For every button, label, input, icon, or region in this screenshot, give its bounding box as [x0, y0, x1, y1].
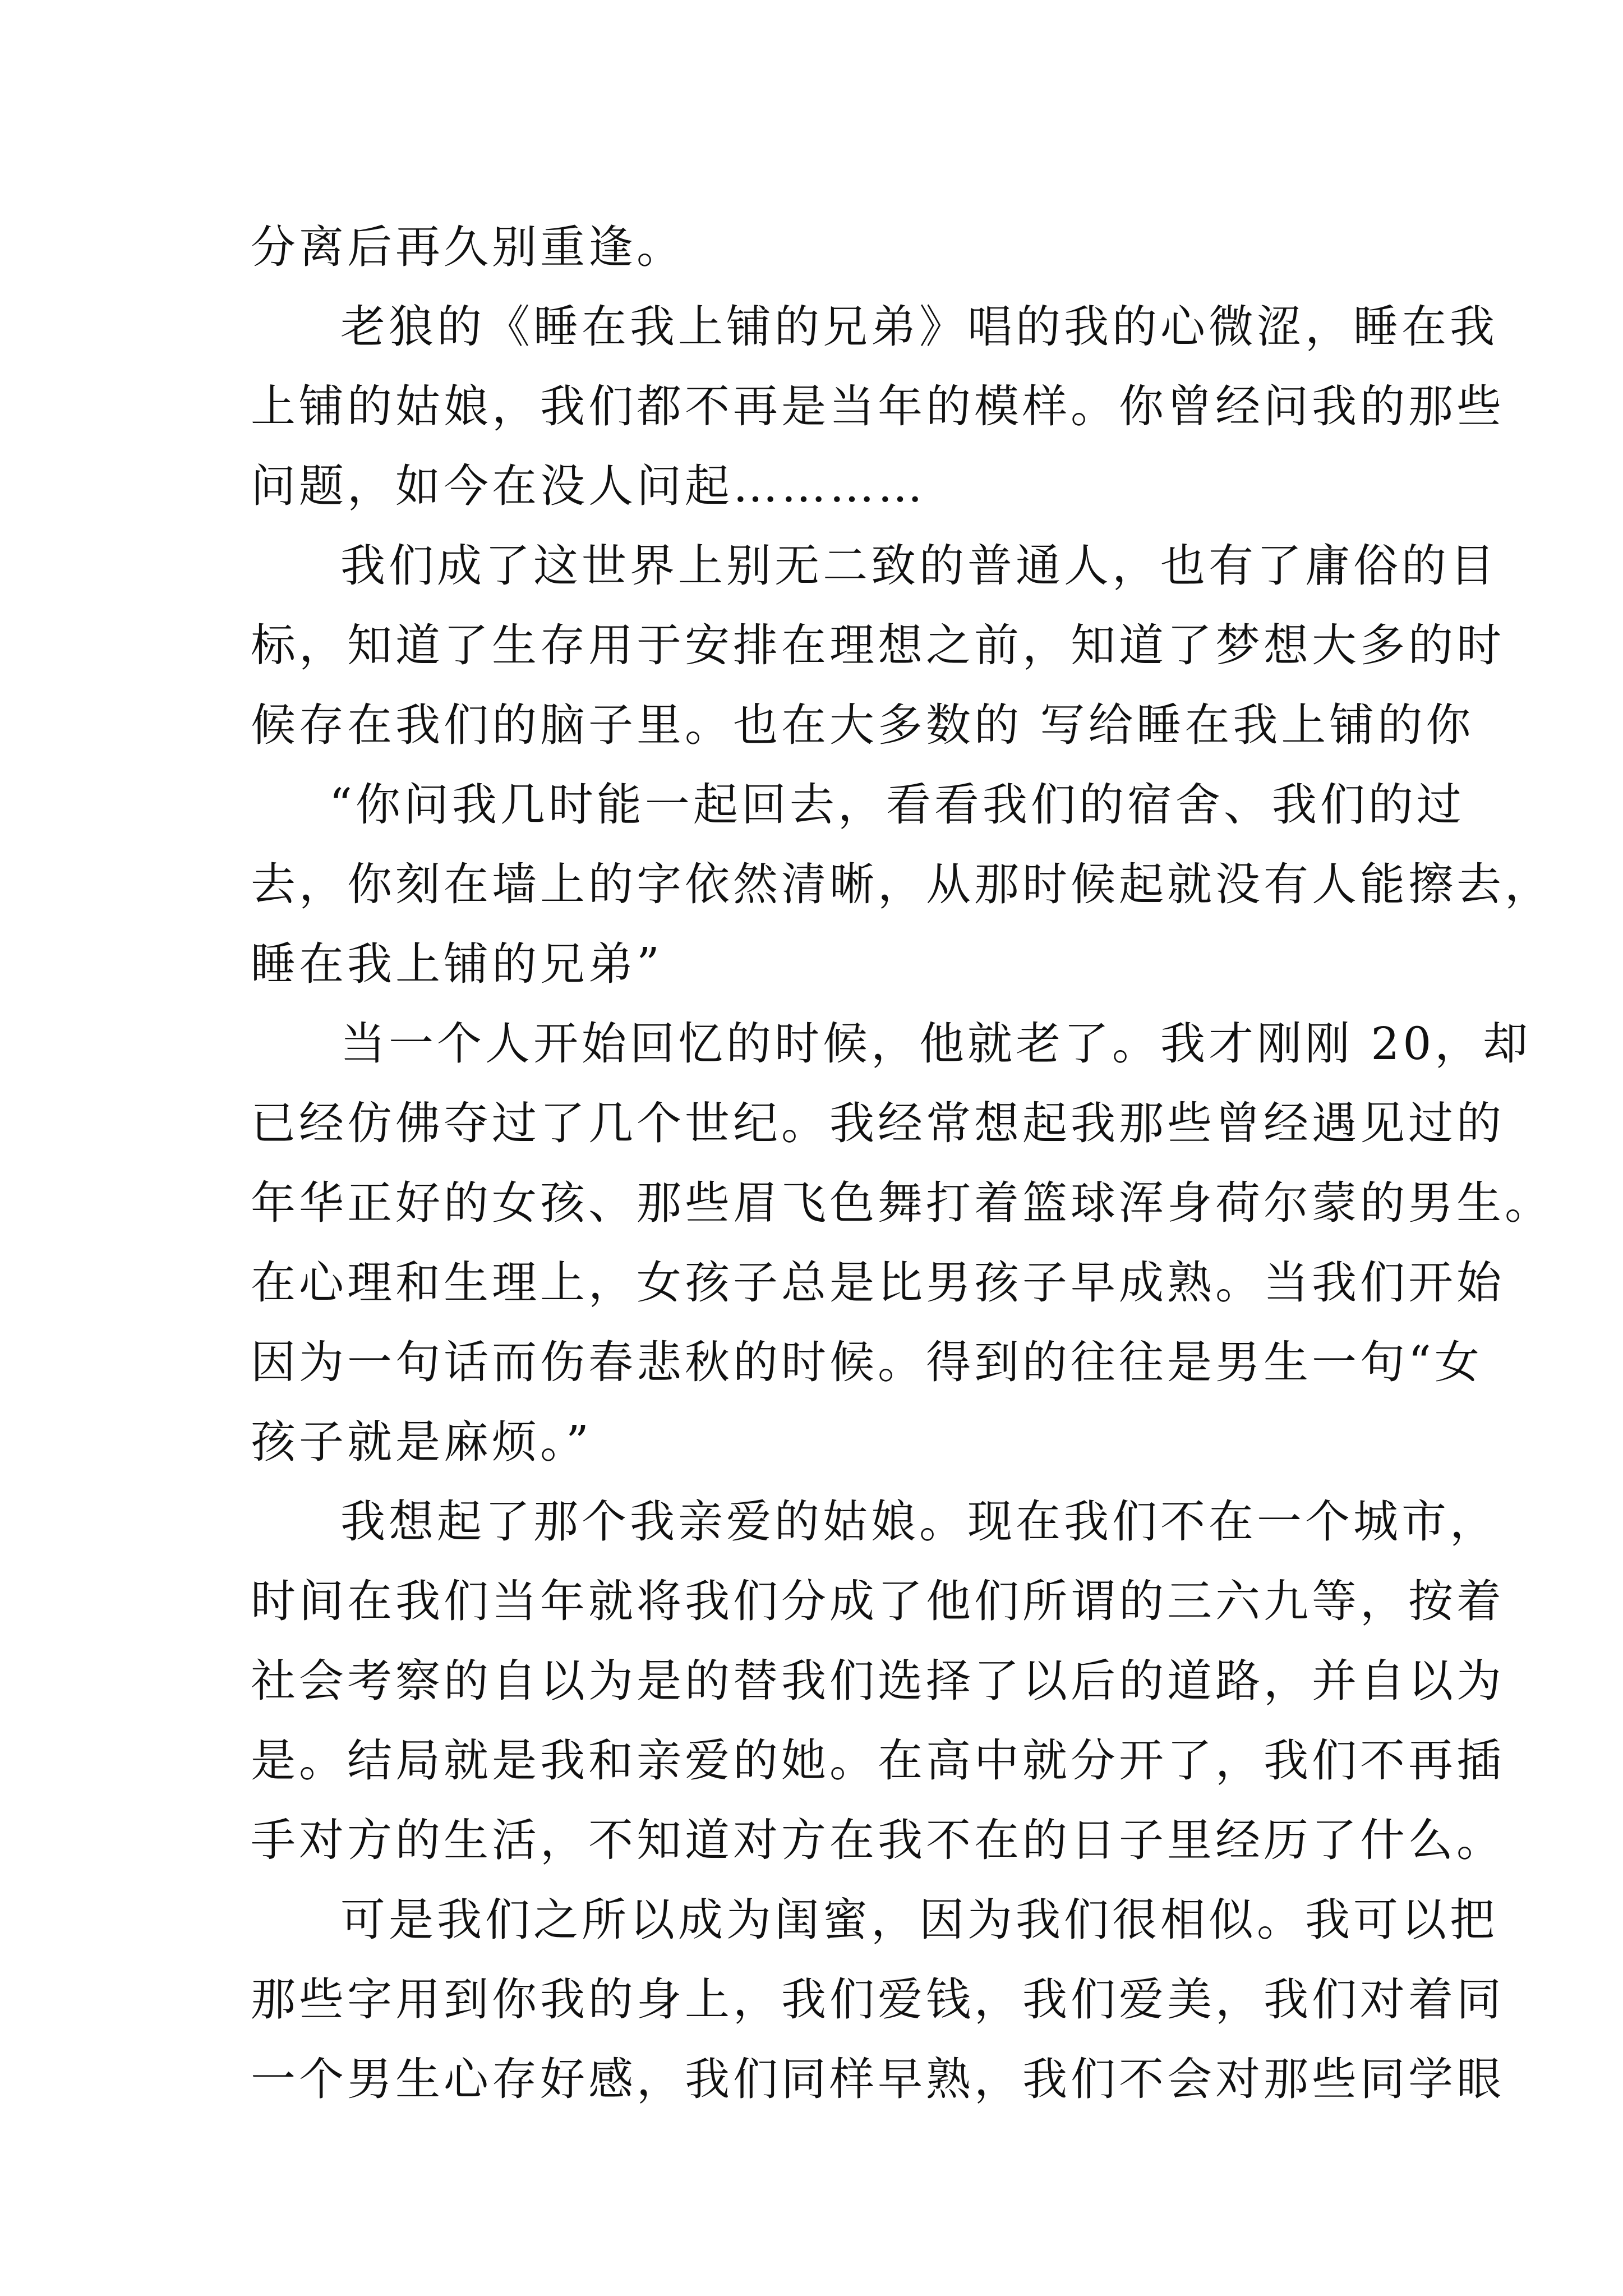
text-line: 去，你刻在墙上的字依然清晰，从那时候起就没有人能擦去， — [251, 858, 1553, 910]
text-line: 一个男生心存好感，我们同样早熟，我们不会对那些同学眼 — [251, 2053, 1505, 2105]
text-line: 年华正好的女孩、那些眉飞色舞打着篮球浑身荷尔蒙的男生。 — [251, 1177, 1553, 1229]
text-line: “你问我几时能一起回去，看看我们的宿舍、我们的过 — [329, 779, 1465, 831]
text-line: 分离后再久别重逢。 — [251, 221, 685, 273]
text-line: 那些字用到你我的身上，我们爱钱，我们爱美，我们对着同 — [251, 1973, 1505, 2026]
text-line: 在心理和生理上，女孩子总是比男孩子早成熟。当我们开始 — [251, 1257, 1505, 1309]
text-line: 上铺的姑娘，我们都不再是当年的模样。你曾经问我的那些 — [251, 380, 1505, 432]
text-line: 孩子就是麻烦。” — [251, 1416, 592, 1468]
text-line: 问题，如今在没人问起………… — [251, 460, 926, 512]
text-line: 我们成了这世界上别无二致的普通人，也有了庸俗的目 — [340, 540, 1498, 592]
text-line: 候存在我们的脑子里。也在大多数的 写给睡在我上铺的你 — [251, 699, 1474, 751]
text-line: 因为一句话而伤春悲秋的时候。得到的往往是男生一句“女 — [251, 1336, 1483, 1388]
text-line: 可是我们之所以成为闺蜜，因为我们很相似。我可以把 — [340, 1894, 1498, 1946]
text-line: 手对方的生活，不知道对方在我不在的日子里经历了什么。 — [251, 1814, 1505, 1866]
text-line: 社会考察的自以为是的替我们选择了以后的道路，并自以为 — [251, 1655, 1505, 1707]
text-line: 标，知道了生存用于安排在理想之前，知道了梦想大多的时 — [251, 619, 1505, 671]
text-line: 时间在我们当年就将我们分成了他们所谓的三六九等，按着 — [251, 1575, 1505, 1627]
document-body — [251, 208, 1553, 2119]
text-line: 已经仿佛夺过了几个世纪。我经常想起我那些曾经遇见过的 — [251, 1097, 1505, 1149]
text-line: 是。结局就是我和亲爱的她。在高中就分开了，我们不再插 — [251, 1734, 1505, 1787]
text-line: 我想起了那个我亲爱的姑娘。现在我们不在一个城市， — [340, 1496, 1498, 1548]
text-line: 当一个人开始回忆的时候，他就老了。我才刚刚 20，却 — [340, 1018, 1532, 1070]
text-line: 睡在我上铺的兄弟” — [251, 938, 663, 990]
text-line: 老狼的《睡在我上铺的兄弟》唱的我的心微涩，睡在我 — [340, 301, 1498, 353]
